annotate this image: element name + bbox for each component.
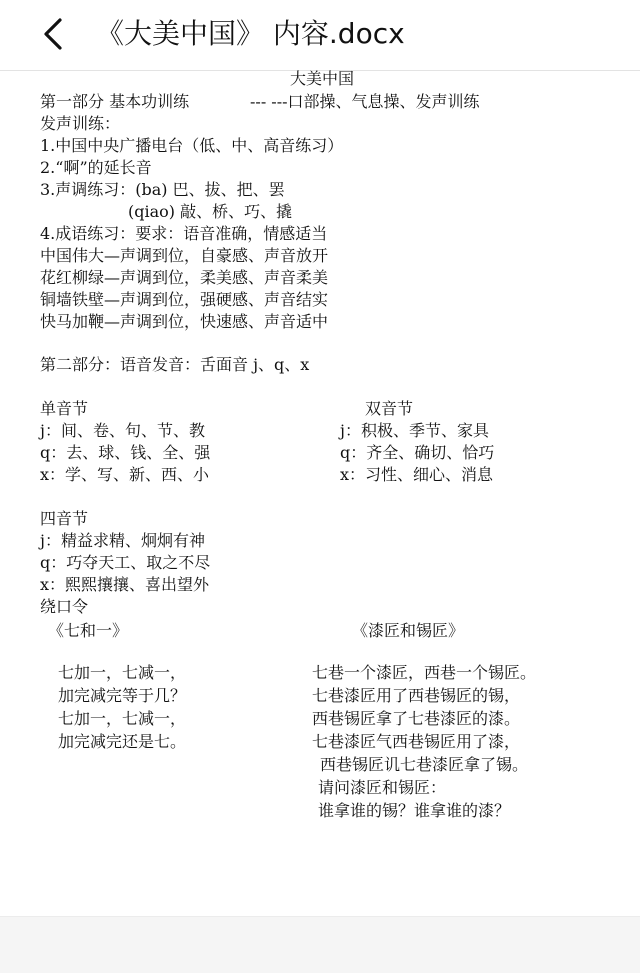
part1-heading: 第一部分 基本功训练: [40, 92, 190, 111]
part1-line: 1.中国中央广播电台（低、中、高音练习）: [40, 136, 344, 155]
bottom-bar: [0, 916, 640, 973]
poem-left-line: 七加一，七减一，: [58, 663, 187, 682]
part1-line: 花红柳绿—声调到位，柔美感、声音柔美: [40, 268, 329, 287]
single-syllable-title: 单音节: [40, 399, 89, 418]
double-syllable-line: x：习性、细心、消息: [340, 465, 494, 484]
part1-line: 2.“啊”的延长音: [40, 158, 152, 177]
poem-right-line: 西巷锡匠讥七巷漆匠拿了锡。: [320, 755, 529, 774]
part1-heading-tail: --- ---口部操、气息操、发声训练: [250, 92, 480, 111]
poem-left-line: 七加一，七减一，: [58, 709, 187, 728]
part1-line: 快马加鞭—声调到位，快速感、声音适中: [40, 312, 329, 331]
part1-line: 3.声调练习：(ba) 巴、拔、把、罢: [40, 180, 285, 199]
part1-subheading: 发声训练：: [40, 114, 121, 133]
double-syllable-title: 双音节: [365, 399, 414, 418]
poem-right-line: 请问漆匠和锡匠：: [318, 778, 447, 797]
poem-right-line: 七巷漆匠用了西巷锡匠的锡，: [312, 686, 521, 705]
document-title: 《大美中国》 内容.docx: [96, 17, 405, 50]
poem-left-title: 《七和一》: [48, 621, 129, 640]
poem-left-line: 加完减完还是七。: [58, 732, 187, 751]
single-syllable-line: q：去、球、钱、全、强: [40, 443, 211, 462]
part1-line: 铜墙铁壁—声调到位，强硬感、声音结实: [40, 290, 329, 309]
doc-title: 大美中国: [290, 69, 355, 88]
single-syllable-line: x：学、写、新、西、小: [40, 465, 210, 484]
poem-right-line: 谁拿谁的锡？谁拿谁的漆？: [318, 801, 511, 820]
poem-right-line: 七巷漆匠气西巷锡匠用了漆，: [312, 732, 521, 751]
part2-heading: 第二部分：语音发音：舌面音 j、q、x: [40, 355, 310, 374]
poem-left-line: 加完减完等于几？: [58, 686, 187, 705]
tongue-twister-heading: 绕口令: [40, 597, 89, 616]
four-syllable-title: 四音节: [40, 509, 89, 528]
poem-right-line: 西巷锡匠拿了七巷漆匠的漆。: [312, 709, 521, 728]
double-syllable-line: j：积极、季节、家具: [340, 421, 489, 440]
part1-line: 中国伟大—声调到位，自豪感、声音放开: [40, 246, 329, 265]
four-syllable-line: j：精益求精、炯炯有神: [40, 531, 205, 550]
single-syllable-line: j：间、卷、句、节、教: [40, 421, 205, 440]
part1-line: 4.成语练习：要求：语音准确，情感适当: [40, 224, 328, 243]
poem-right-title: 《漆匠和锡匠》: [352, 621, 465, 640]
poem-right-line: 七巷一个漆匠，西巷一个锡匠。: [312, 663, 537, 682]
four-syllable-line: x：熙熙攘攘、喜出望外: [40, 575, 210, 594]
part1-line: (qiao) 敲、桥、巧、撬: [128, 202, 293, 221]
four-syllable-line: q：巧夺天工、取之不尽: [40, 553, 211, 572]
double-syllable-line: q：齐全、确切、恰巧: [340, 443, 495, 462]
